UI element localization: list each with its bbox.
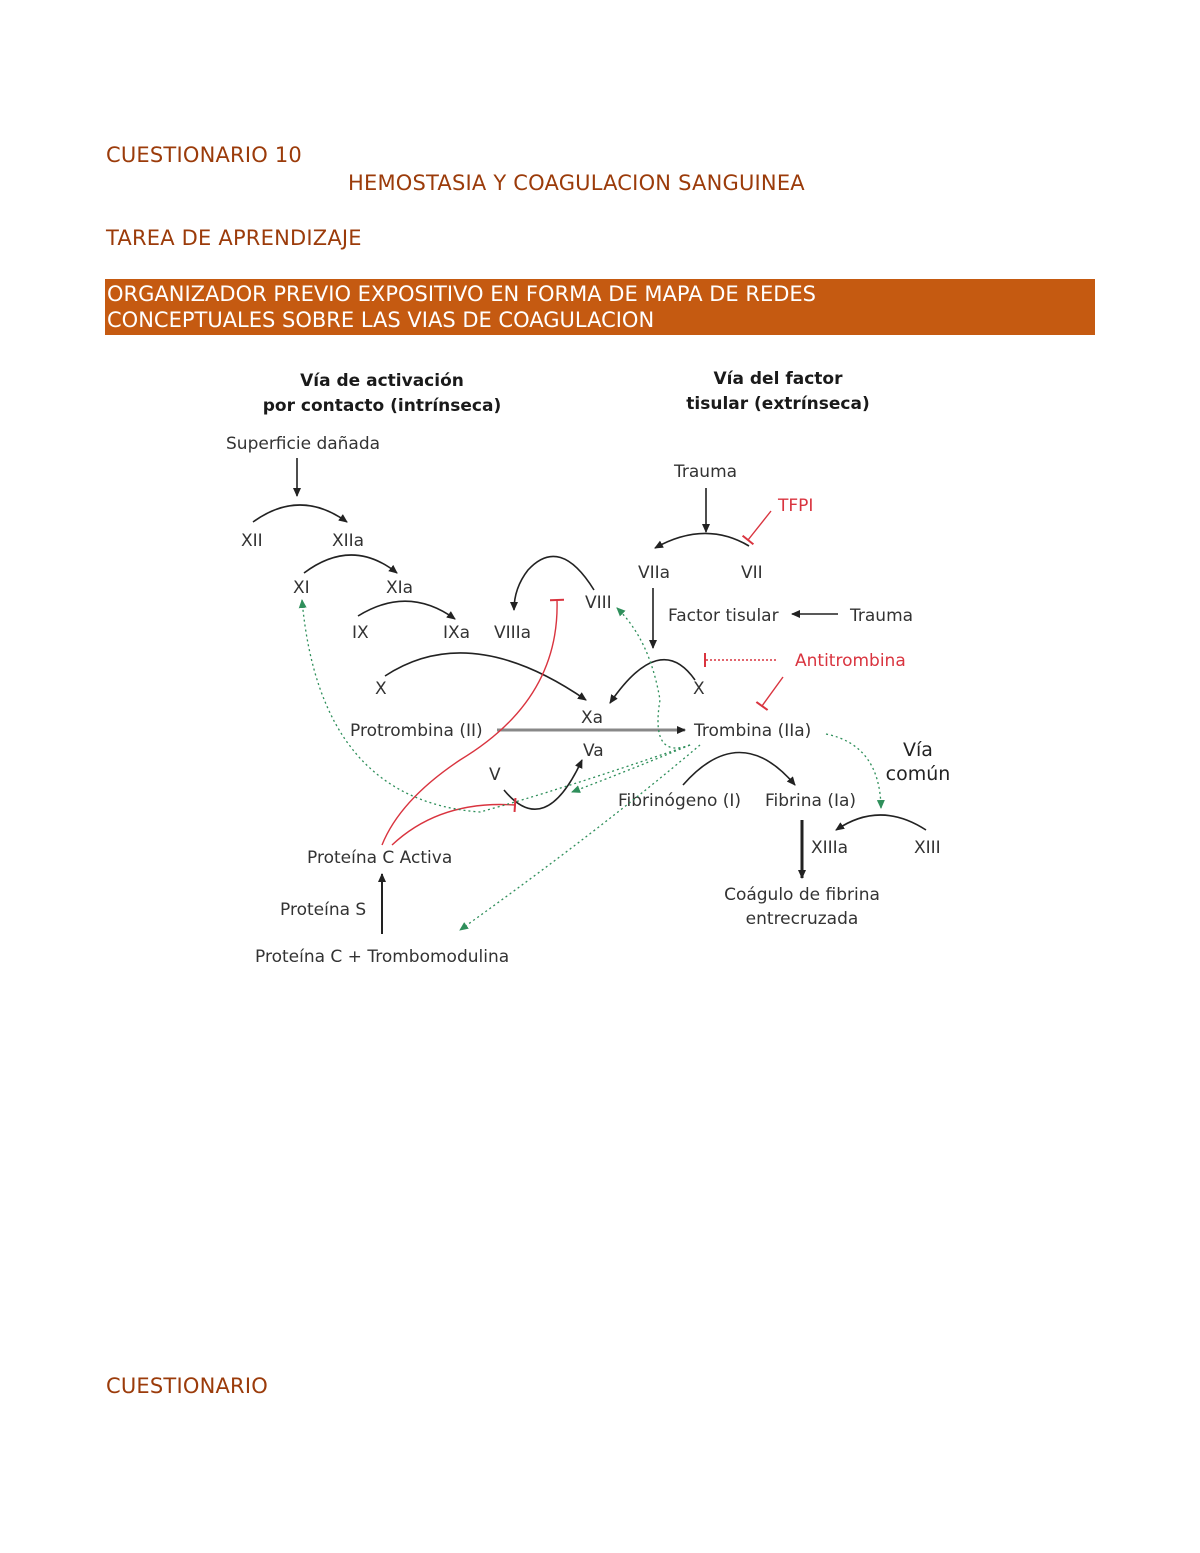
label-fibrinogeno: Fibrinógeno (I) bbox=[618, 791, 742, 811]
inhibitor-tfpi bbox=[748, 511, 771, 540]
label-ix: IX bbox=[352, 623, 369, 643]
label-protrombina: Protrombina (II) bbox=[350, 721, 483, 741]
label-xiii: XIII bbox=[914, 838, 941, 858]
label-v: V bbox=[489, 765, 501, 785]
label-via-comun-1: Vía bbox=[903, 739, 933, 761]
label-xii: XII bbox=[241, 531, 263, 551]
label-x-left: X bbox=[375, 679, 387, 699]
arrow-fibrinogeno-to-fibrina bbox=[683, 753, 795, 786]
section-label: TAREA DE APRENDIZAJE bbox=[106, 226, 362, 250]
label-xa: Xa bbox=[581, 708, 604, 728]
label-trombina: Trombina (IIa) bbox=[694, 721, 812, 741]
label-trauma-top: Trauma bbox=[674, 462, 738, 482]
inhibitor-proteina-c-v bbox=[392, 805, 515, 846]
footer-heading: CUESTIONARIO bbox=[106, 1374, 268, 1398]
label-x-right: X bbox=[693, 679, 705, 699]
label-ixa: IXa bbox=[443, 623, 471, 643]
highlighted-heading-line-2: CONCEPTUALES SOBRE LAS VIAS DE COAGULACION bbox=[107, 308, 655, 332]
document-title: CUESTIONARIO 10 bbox=[106, 143, 302, 167]
label-coagulo-1: Coágulo de fibrina bbox=[724, 885, 880, 905]
arrow-xiii-to-xiiia bbox=[836, 815, 926, 830]
label-vii: VII bbox=[741, 563, 763, 583]
extrinsic-pathway-subtitle: tisular (extrínseca) bbox=[686, 394, 870, 414]
intrinsic-pathway-subtitle: por contacto (intrínseca) bbox=[262, 396, 502, 416]
arrow-viii-to-viiia bbox=[514, 556, 594, 610]
extrinsic-pathway-title: Vía del factor bbox=[713, 369, 843, 389]
arrow-x-to-xa-intrinsic bbox=[385, 653, 586, 700]
arrow-ix-to-ixa bbox=[358, 601, 455, 619]
arrow-vii-to-viia bbox=[655, 533, 749, 548]
inhibitor-antitrombina-trombina bbox=[762, 677, 783, 706]
label-antitrombina: Antitrombina bbox=[795, 651, 906, 671]
label-via-comun-2: común bbox=[885, 763, 951, 785]
label-factor-tisular: Factor tisular bbox=[668, 606, 779, 626]
arrow-xi-to-xia bbox=[304, 555, 397, 573]
arrow-xii-to-xiia bbox=[253, 505, 347, 522]
label-tfpi: TFPI bbox=[778, 496, 814, 516]
label-proteina-s: Proteína S bbox=[280, 900, 367, 920]
label-proteina-c-activa: Proteína C Activa bbox=[307, 848, 453, 868]
label-xia: XIa bbox=[386, 578, 414, 598]
label-trauma-right: Trauma bbox=[850, 606, 914, 626]
label-xi: XI bbox=[293, 578, 310, 598]
label-xiia: XIIa bbox=[332, 531, 365, 551]
document-subtitle: HEMOSTASIA Y COAGULACION SANGUINEA bbox=[348, 171, 805, 195]
label-viia: VIIa bbox=[638, 563, 671, 583]
label-va: Va bbox=[583, 741, 604, 761]
label-xiiia: XIIIa bbox=[811, 838, 849, 858]
label-coagulo-2: entrecruzada bbox=[745, 909, 859, 929]
label-fibrina: Fibrina (Ia) bbox=[765, 791, 857, 811]
label-viii: VIII bbox=[585, 593, 612, 613]
label-viiia: VIIIa bbox=[494, 623, 532, 643]
label-superficie-danada: Superficie dañada bbox=[226, 434, 381, 454]
intrinsic-pathway-title: Vía de activación bbox=[300, 371, 464, 391]
label-proteina-c-trombomodulina: Proteína C + Trombomodulina bbox=[255, 947, 510, 967]
highlighted-heading-line-1: ORGANIZADOR PREVIO EXPOSITIVO EN FORMA DE MAPA DE REDES bbox=[107, 282, 816, 306]
